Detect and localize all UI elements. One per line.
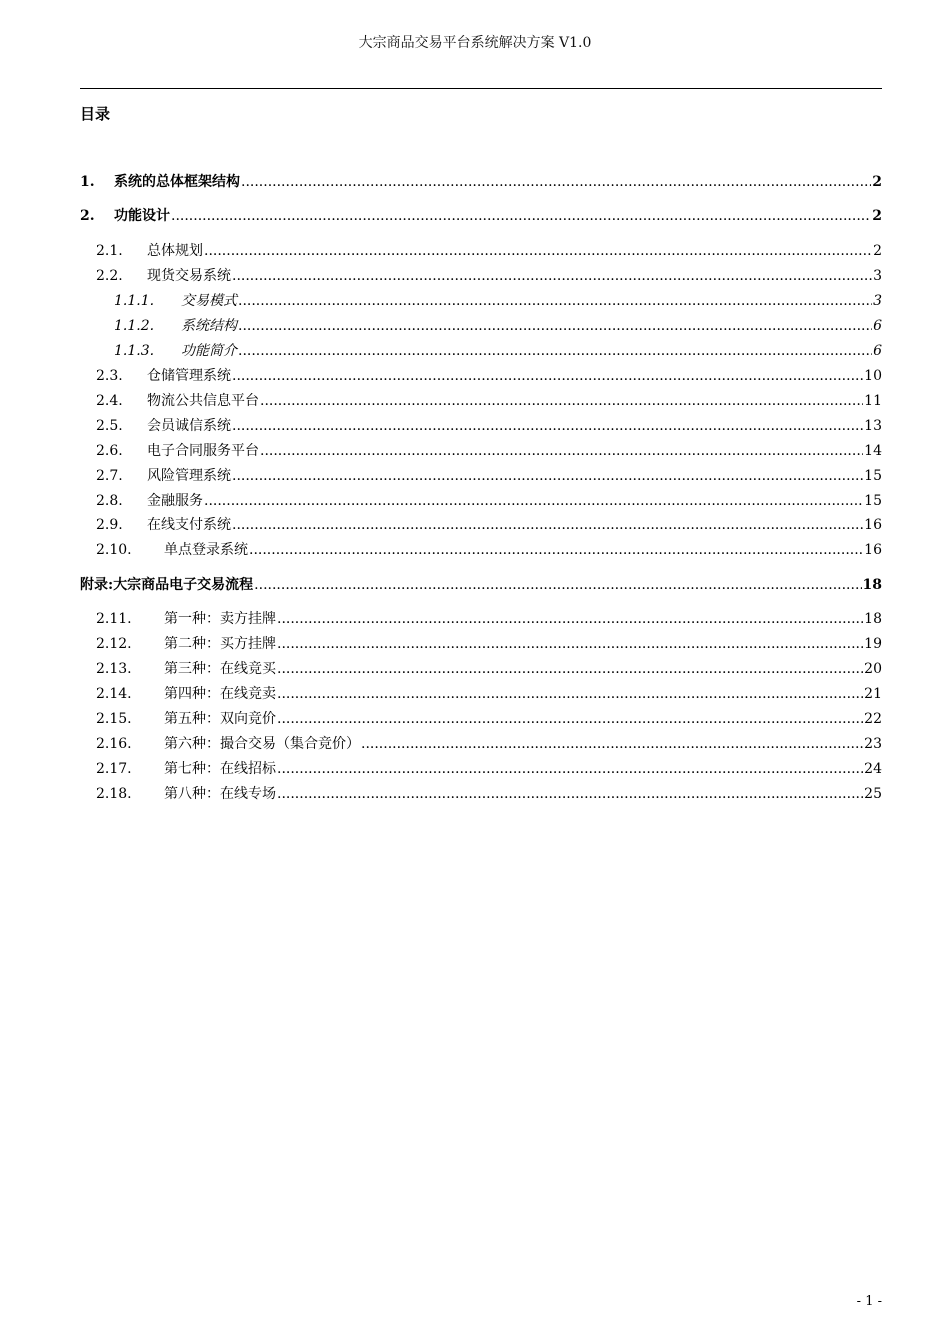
- toc-entry-number: 2.3.: [96, 368, 123, 384]
- toc-entry-number: 1.1.1.: [114, 293, 155, 309]
- leader-dots: [171, 207, 871, 225]
- leader-dots: [277, 635, 863, 653]
- toc-entry-number: 2.7.: [96, 468, 123, 484]
- leader-dots: [260, 392, 863, 410]
- toc-entry-number: 2.6.: [96, 443, 123, 459]
- toc-entry-number: 2.9.: [96, 517, 123, 533]
- toc-entry-page: 19: [864, 636, 882, 652]
- toc-entry[interactable]: [96, 635, 882, 653]
- toc-entry-number: 2.12.: [96, 636, 132, 652]
- toc-entry-page: 3: [873, 293, 882, 309]
- toc-entry[interactable]: [96, 660, 882, 678]
- leader-dots: [361, 735, 863, 753]
- toc-entry-number: 2.18.: [96, 786, 132, 802]
- toc-entry[interactable]: [96, 710, 882, 728]
- leader-dots: [277, 660, 863, 678]
- toc-entry-label: 单点登录系统: [164, 542, 248, 558]
- leader-dots: [241, 173, 871, 191]
- toc-entry-page: 10: [864, 368, 882, 384]
- toc-entry-page: 22: [864, 711, 882, 727]
- toc-entry-label: 第六种：撮合交易（集合竞价）: [164, 736, 360, 752]
- toc-entry-label: 总体规划: [147, 243, 203, 259]
- leader-dots: [277, 760, 863, 778]
- toc-entry-page: 23: [864, 736, 882, 752]
- toc-entry-page: 3: [873, 268, 882, 284]
- toc-entry-page: 20: [864, 661, 882, 677]
- toc-entry-label: 在线支付系统: [147, 517, 231, 533]
- toc-entry-number: 2.5.: [96, 418, 123, 434]
- toc-entry-label: 会员诚信系统: [147, 418, 231, 434]
- toc-entry-label: 系统的总体框架结构: [114, 174, 240, 190]
- toc-entry-page: 25: [864, 786, 882, 802]
- toc-entry-appendix[interactable]: [80, 576, 882, 594]
- toc-entry-number: 2.4.: [96, 393, 123, 409]
- toc-entry-label: 第一种：卖方挂牌: [164, 611, 276, 627]
- toc-entry[interactable]: [96, 467, 882, 485]
- toc-entry[interactable]: [96, 392, 882, 410]
- toc-entry[interactable]: [96, 367, 882, 385]
- toc-entry-page: 2: [872, 174, 882, 190]
- toc-entry-page: 14: [864, 443, 882, 459]
- toc-entry-number: 1.1.3.: [114, 343, 155, 359]
- toc-entry-label: 附录:大宗商品电子交易流程: [80, 577, 254, 593]
- toc-entry-label: 电子合同服务平台: [147, 443, 259, 459]
- leader-dots: [277, 685, 863, 703]
- header-rule: [80, 88, 882, 89]
- toc-entry[interactable]: [96, 492, 882, 510]
- page-header: 大宗商品交易平台系统解决方案 V1.0: [358, 35, 592, 51]
- toc-entry-number: 2.: [80, 208, 95, 224]
- toc-entry-number: 2.13.: [96, 661, 132, 677]
- toc-entry[interactable]: [80, 207, 882, 225]
- toc-entry-number: 1.1.2.: [114, 318, 155, 334]
- toc-entry[interactable]: [80, 173, 882, 191]
- toc-entry-page: 13: [864, 418, 882, 434]
- toc-entry-page: 15: [864, 468, 882, 484]
- toc-entry[interactable]: [114, 342, 882, 360]
- toc-entry-label: 第四种：在线竞卖: [164, 686, 276, 702]
- toc-entry-number: 2.17.: [96, 761, 132, 777]
- toc-entry-number: 2.11.: [96, 611, 132, 627]
- toc-entry-number: 1.: [80, 174, 95, 190]
- leader-dots: [260, 442, 863, 460]
- toc-entry-number: 2.2.: [96, 268, 123, 284]
- toc-entry-page: 18: [862, 577, 882, 593]
- leader-dots: [232, 467, 863, 485]
- toc-entry[interactable]: [96, 516, 882, 534]
- toc-entry-number: 2.8.: [96, 493, 123, 509]
- toc-entry-page: 6: [873, 343, 882, 359]
- leader-dots: [277, 785, 863, 803]
- toc-entry[interactable]: [96, 785, 882, 803]
- toc-entry-label: 风险管理系统: [147, 468, 231, 484]
- toc-entry-page: 15: [864, 493, 882, 509]
- toc-entry[interactable]: [96, 760, 882, 778]
- toc-entry-label: 金融服务: [147, 493, 203, 509]
- leader-dots: [238, 342, 872, 360]
- leader-dots: [277, 710, 863, 728]
- toc-entry-page: 6: [873, 318, 882, 334]
- toc-entry-label: 功能简介: [181, 343, 237, 359]
- leader-dots: [249, 541, 863, 559]
- toc-title: 目录: [80, 105, 111, 123]
- toc-entry-page: 11: [864, 393, 882, 409]
- toc-entry[interactable]: [96, 685, 882, 703]
- toc-entry-label: 功能设计: [114, 208, 170, 224]
- leader-dots: [232, 417, 863, 435]
- toc-entry-page: 2: [873, 243, 882, 259]
- toc-entry[interactable]: [114, 317, 882, 335]
- toc-entry-page: 2: [872, 208, 882, 224]
- toc-entry[interactable]: [96, 442, 882, 460]
- toc-entry-page: 24: [864, 761, 882, 777]
- page-number: - 1 -: [856, 1294, 882, 1309]
- toc-entry-number: 2.14.: [96, 686, 132, 702]
- leader-dots: [204, 492, 863, 510]
- toc-entry-label: 第八种：在线专场: [164, 786, 276, 802]
- toc-entry[interactable]: [114, 292, 882, 310]
- toc-entry[interactable]: [96, 242, 882, 260]
- toc-entry-page: 16: [864, 542, 882, 558]
- toc-entry[interactable]: [96, 541, 882, 559]
- toc-entry-label: 第七种：在线招标: [164, 761, 276, 777]
- toc-entry-page: 18: [864, 611, 882, 627]
- toc-entry[interactable]: [96, 267, 882, 285]
- leader-dots: [254, 576, 861, 594]
- toc-entry-label: 仓储管理系统: [147, 368, 231, 384]
- leader-dots: [232, 516, 863, 534]
- toc-entry-label: 物流公共信息平台: [147, 393, 259, 409]
- toc-entry-label: 第五种：双向竞价: [164, 711, 276, 727]
- toc-entry-number: 2.10.: [96, 542, 132, 558]
- toc-entry-label: 交易模式: [181, 293, 237, 309]
- toc-entry[interactable]: [96, 610, 882, 628]
- leader-dots: [238, 292, 872, 310]
- toc-entry[interactable]: [96, 735, 882, 753]
- leader-dots: [204, 242, 872, 260]
- toc-entry-number: 2.1.: [96, 243, 123, 259]
- toc-entry-number: 2.16.: [96, 736, 132, 752]
- toc-entry-label: 第二种：买方挂牌: [164, 636, 276, 652]
- toc-entry-label: 现货交易系统: [147, 268, 231, 284]
- toc-entry-page: 21: [864, 686, 882, 702]
- leader-dots: [238, 317, 872, 335]
- toc-entry-label: 第三种：在线竞买: [164, 661, 276, 677]
- toc-entry-label: 系统结构: [181, 318, 237, 334]
- leader-dots: [232, 267, 872, 285]
- leader-dots: [232, 367, 863, 385]
- toc-entry-number: 2.15.: [96, 711, 132, 727]
- toc-entry[interactable]: [96, 417, 882, 435]
- leader-dots: [277, 610, 863, 628]
- toc-entry-page: 16: [864, 517, 882, 533]
